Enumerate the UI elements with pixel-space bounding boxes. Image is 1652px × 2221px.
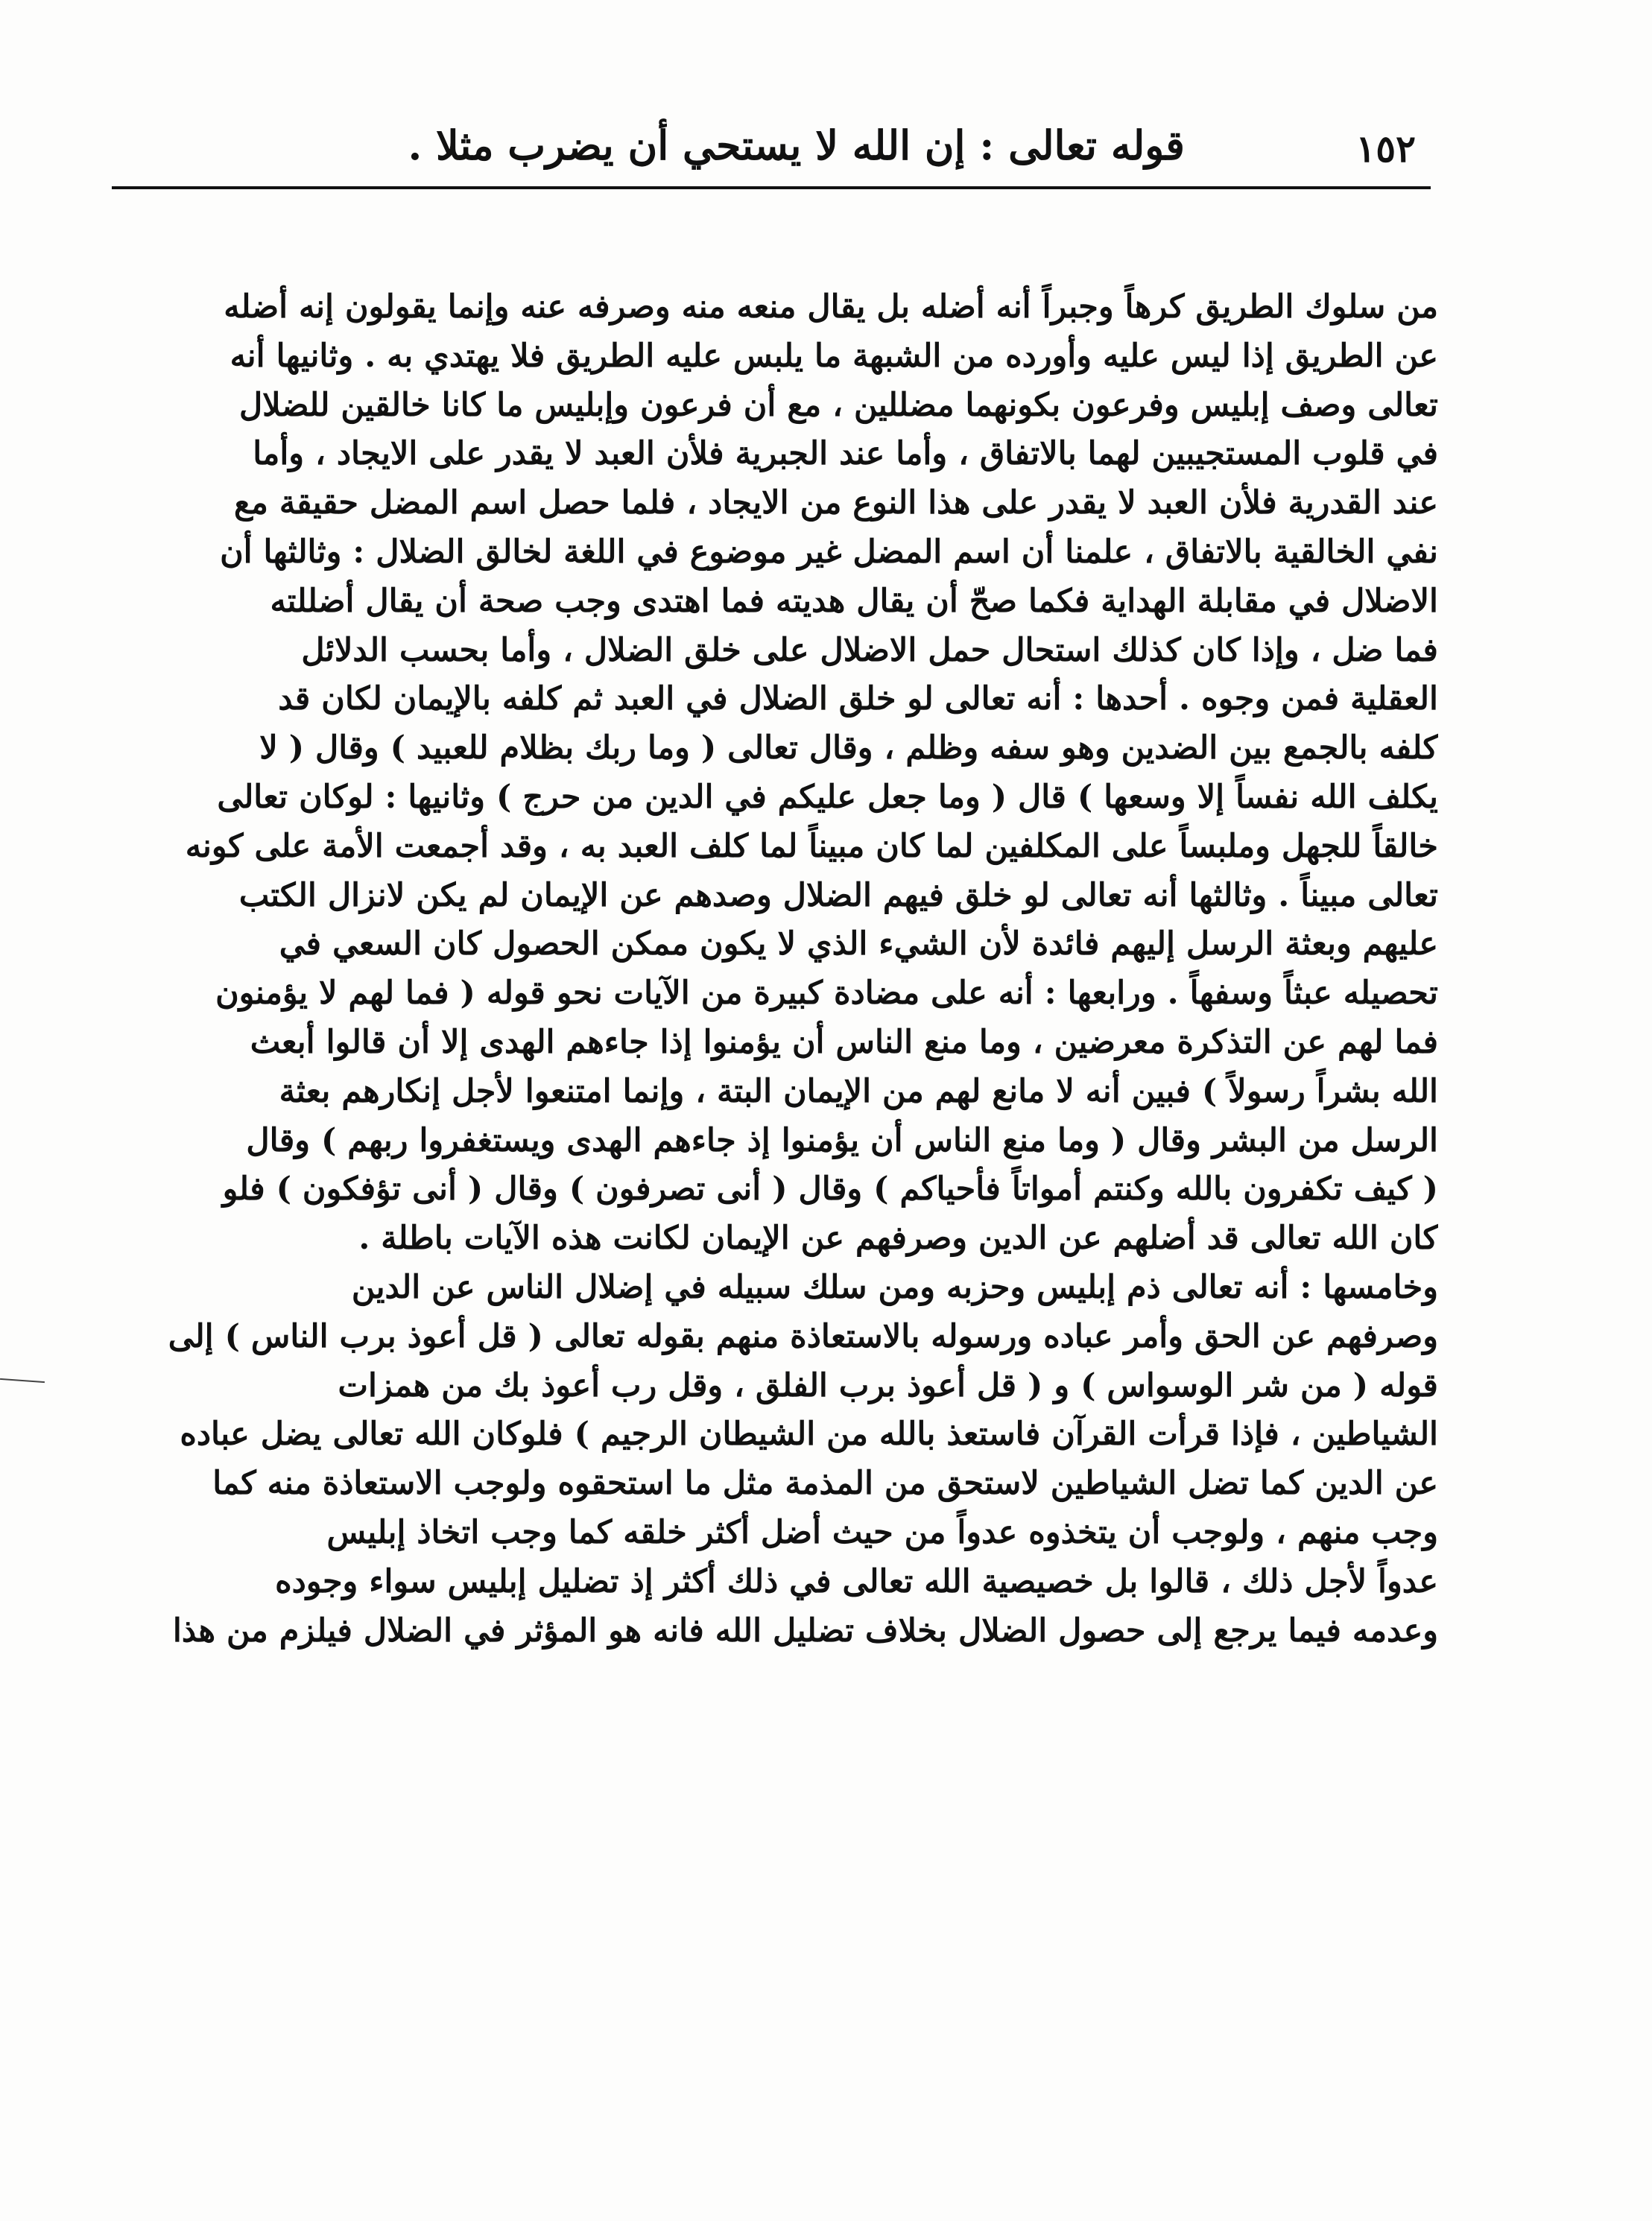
text-line: خالقاً للجهل وملبساً على المكلفين لما كان مبيناً لما كلف العبد به ، وقد أجمعت الأمة على كونه (185, 827, 1438, 865)
text-line: وجب منهم ، ولوجب أن يتخذوه عدواً من حيث أضل أكثر خلقه كما وجب اتخاذ إبليس (326, 1513, 1438, 1551)
text-line: كان الله تعالى قد أضلهم عن الدين وصرفهم عن الإيمان لكانت هذه الآيات باطلة . (358, 1220, 1438, 1258)
scan-edge-mark (0, 1378, 45, 1383)
text-line: عدواً لأجل ذلك ، قالوا بل خصيصية الله تعالى في ذلك أكثر إذ تضليل إبليس سواء وجوده (275, 1562, 1438, 1600)
text-line: عن الطريق إذا ليس عليه وأورده من الشبهة ما يلبس عليه الطريق فلا يهتدي به . وثانيها أنه (230, 337, 1438, 375)
running-title: قوله تعالى : إن الله لا يستحي أن يضرب مثلا . (408, 121, 1185, 169)
text-line: الله بشراً رسولاً ) فبين أنه لا مانع لهم من الإيمان البتة ، وإنما امتنعوا لأجل إنكارهم بعثة (279, 1072, 1438, 1110)
page-number: ١٥٢ (1355, 127, 1416, 171)
text-line: وعدمه فيما يرجع إلى حصول الضلال بخلاف تضليل الله فانه هو المؤثر في الضلال فيلزم من هذا (172, 1612, 1438, 1650)
text-line: العقلية فمن وجوه . أحدها : أنه تعالى لو خلق الضلال في العبد ثم كلفه بالإيمان لكان قد (278, 680, 1438, 718)
text-line: تعالى مبيناً . وثالثها أنه تعالى لو خلق فيهم الضلال وصدهم عن الإيمان لم يكن لانزال الكتب (238, 876, 1438, 914)
text-line: وخامسها : أنه تعالى ذم إبليس وحزبه ومن سلك سبيله في إضلال الناس عن الدين (351, 1268, 1438, 1306)
text-line: الشياطين ، فإذا قرأت القرآن فاستعذ بالله من الشيطان الرجيم ) فلوكان الله تعالى يضل عباده (180, 1416, 1438, 1454)
text-line: الرسل من البشر وقال ( وما منع الناس أن يؤمنوا إذ جاءهم الهدى ويستغفروا ربهم ) وقال (246, 1121, 1438, 1159)
text-line: عليهم وبعثة الرسل إليهم فائدة لأن الشيء الذي لا يكون ممكن الحصول كان السعي في (279, 925, 1438, 963)
text-line: قوله ( من شر الوسواس ) و ( قل أعوذ برب الفلق ، وقل رب أعوذ بك من همزات (338, 1366, 1438, 1404)
text-line: نفي الخالقية بالاتفاق ، علمنا أن اسم المضل غير موضوع في اللغة لخالق الضلال : وثالثها أن (220, 533, 1438, 571)
text-line: في قلوب المستجيبين لهما بالاتفاق ، وأما عند الجبرية فلأن العبد لا يقدر على الايجاد ، وأما (253, 435, 1438, 473)
running-head (112, 112, 1431, 179)
body-text (82, 283, 1438, 1656)
text-line: تعالى وصف إبليس وفرعون بكونهما مضللين ، مع أن فرعون وإبليس ما كانا خالقين للضلال (238, 386, 1438, 424)
text-line: عن الدين كما تضل الشياطين لاستحق من المذمة مثل ما استحقوه ولوجب الاستعاذة منه كما (212, 1465, 1438, 1503)
text-line: تحصيله عبثاً وسفهاً . ورابعها : أنه على مضادة كبيرة من الآيات نحو قوله ( فما لهم لا يؤمنون (215, 975, 1438, 1013)
text-line: ( كيف تكفرون بالله وكنتم أمواتاً فأحياكم ) وقال ( أنى تصرفون ) وقال ( أنى تؤفكون ) فلو (222, 1170, 1438, 1208)
text-line: الاضلال في مقابلة الهداية فكما صحّ أن يقال هديته فما اهتدى وجب صحة أن يقال أضللته (270, 582, 1438, 620)
header-rule (112, 186, 1431, 189)
text-line: عند القدرية فلأن العبد لا يقدر على هذا النوع من الايجاد ، فلما حصل اسم المضل حقيقة مع (233, 484, 1438, 522)
text-line: من سلوك الطريق كرهاً وجبراً أنه أضله بل يقال منعه منه وصرفه عنه وإنما يقولون إنه أضله (224, 288, 1438, 326)
text-line: وصرفهم عن الحق وأمر عباده ورسوله بالاستعاذة منهم بقوله تعالى ( قل أعوذ برب الناس ) إلى (168, 1317, 1438, 1355)
text-line: فما لهم عن التذكرة معرضين ، وما منع الناس أن يؤمنوا إذا جاءهم الهدى إلا أن قالوا أبعث (250, 1023, 1438, 1061)
text-line: كلفه بالجمع بين الضدين وهو سفه وظلم ، وقال تعالى ( وما ربك بظلام للعبيد ) وقال ( لا (259, 729, 1438, 767)
text-line: فما ضل ، وإذا كان كذلك استحال حمل الاضلال على خلق الضلال ، وأما بحسب الدلائل (301, 631, 1438, 669)
text-line: يكلف الله نفساً إلا وسعها ) قال ( وما جعل عليكم في الدين من حرج ) وثانيها : لوكان تعالى (217, 778, 1438, 816)
